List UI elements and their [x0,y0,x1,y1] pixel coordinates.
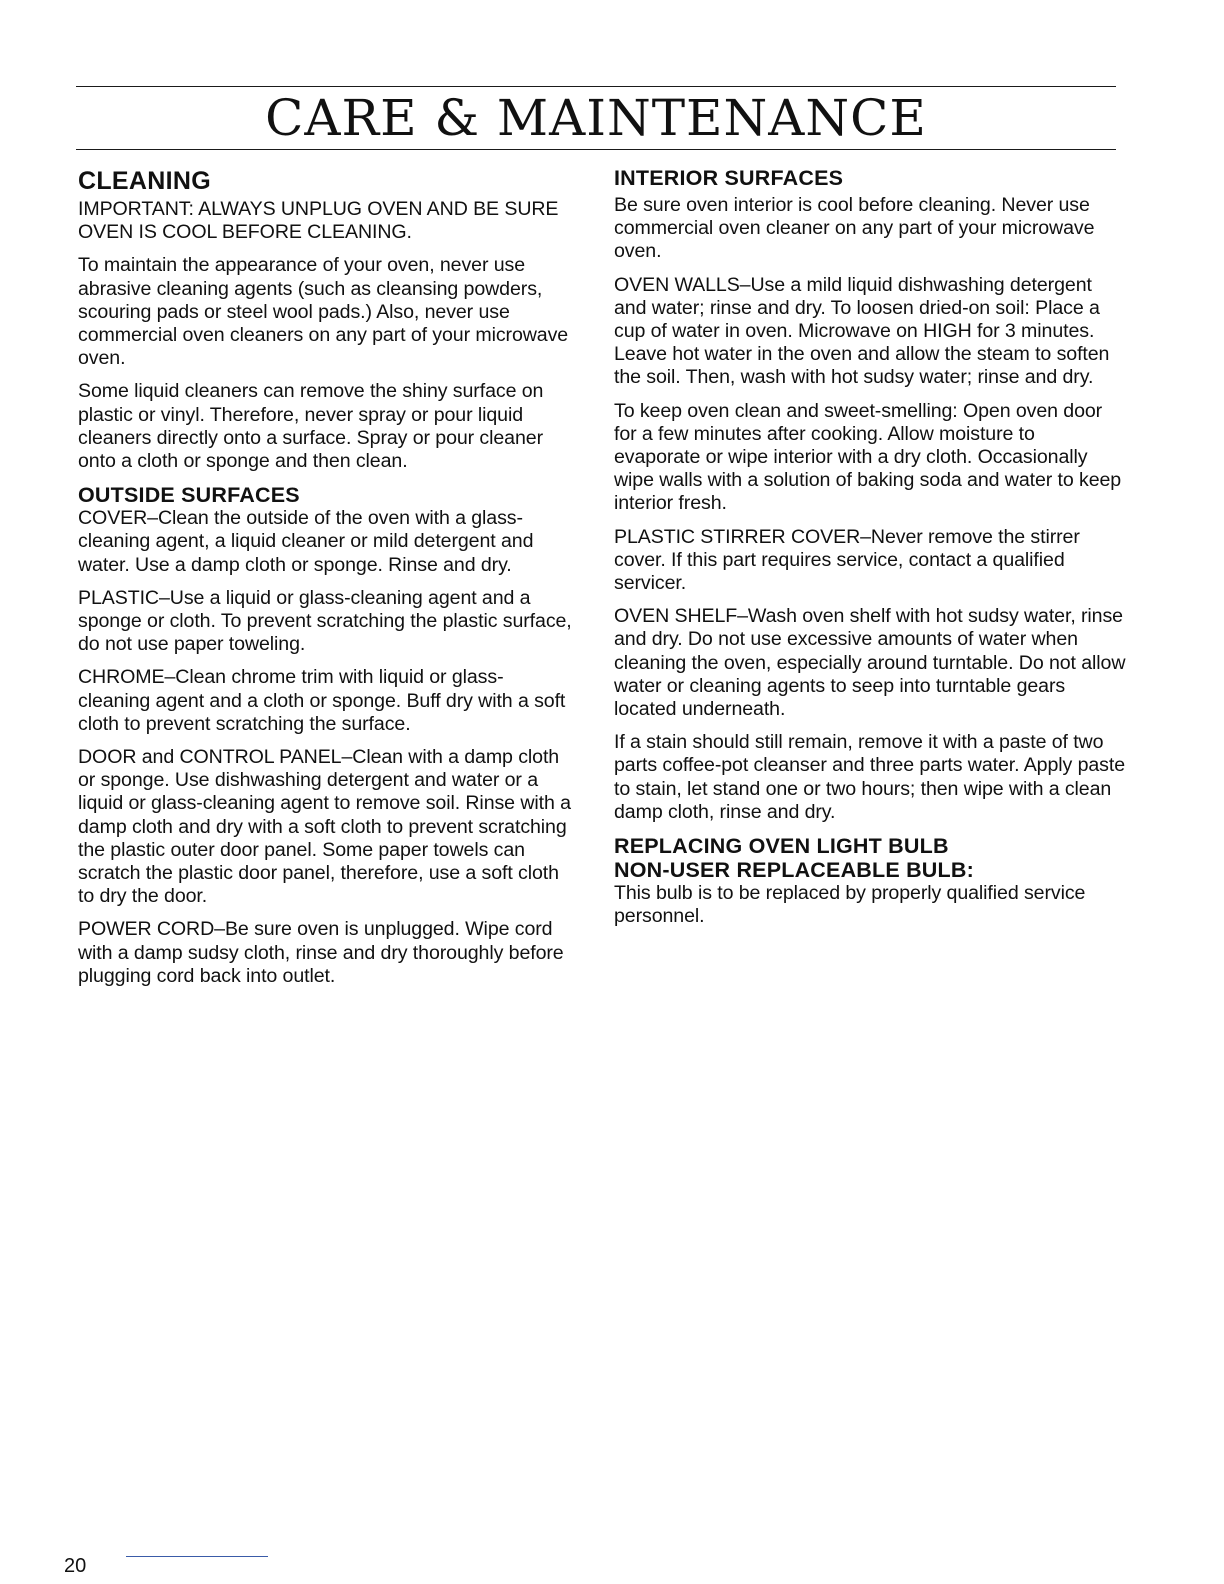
chrome-paragraph: CHROME–Clean chrome trim with liquid or glass-cleaning agent and a cloth or sponge. Buff dry with a soft cloth to prevent scratching the surface. [78,666,566,735]
right-column [614,166,1126,938]
power-cord-paragraph: POWER CORD–Be sure oven is unplugged. Wipe cord with a damp sudsy cloth, rinse and dry thoroughly before plugging cord back into outlet. [78,918,564,987]
page-title: CARE & MAINTENANCE [265,89,927,147]
title-top-rule [76,86,1116,87]
keep-clean-paragraph: To keep oven clean and sweet-smelling: Open oven door for a few minutes after cooking. Allow moisture to evaporate or wipe interior with a dry cloth. Occasionally wipe walls with a solution of baking soda and water to keep interior fresh. [614,399,1122,515]
title-bottom-rule [76,149,1116,150]
stirrer-cover-paragraph: PLASTIC STIRRER COVER–Never remove the stirrer cover. If this part requires service, contact a qualified servicer. [614,525,1080,595]
important-notice: IMPORTANT: ALWAYS UNPLUG OVEN AND BE SURE OVEN IS COOL BEFORE CLEANING. [78,198,559,244]
interior-surfaces-heading: INTERIOR SURFACES [614,166,844,190]
replacing-bulb-heading: REPLACING OVEN LIGHT BULB [614,834,949,859]
oven-walls-paragraph: OVEN WALLS–Use a mild liquid dishwashing detergent and water; rinse and dry. To loosen dried-on soil: Place a cup of water in oven. Microwave on HIGH for 3 minutes. Leave hot water in the oven and allow the steam to soften the soil. Then, wash with hot sudsy water; rinse and dry. [614,273,1110,389]
outside-surfaces-heading: OUTSIDE SURFACES [78,483,300,508]
stain-paragraph: If a stain should still remain, remove it with a paste of two parts coffee-pot cleanser and three parts water. Apply paste to stain, let stand one or two hours; then wipe with a clean damp cloth, rinse and dry. [614,731,1126,823]
non-user-replaceable-heading: NON-USER REPLACEABLE BULB: [614,858,974,883]
interior-intro-paragraph: Be sure oven interior is cool before cleaning. Never use commercial oven cleaner on any part of your microwave oven. [614,194,1095,263]
cleaning-paragraph-2: Some liquid cleaners can remove the shiny surface on plastic or vinyl. Therefore, never spray or pour liquid cleaners directly onto a surface. Spray or pour cleaner onto a cloth or sponge and then clean. [78,380,544,473]
cleaning-heading: CLEANING [78,167,211,195]
cover-paragraph: COVER–Clean the outside of the oven with a glass-cleaning agent, a liquid cleaner or mild detergent and water. Use a damp cloth or sponge. Rinse and dry. [78,507,534,576]
oven-shelf-paragraph: OVEN SHELF–Wash oven shelf with hot sudsy water, rinse and dry. Do not use excessive amounts of water when cleaning the oven, especially around turntable. Do not allow water or cleaning agents to seep into turntable gears located underneath. [614,605,1126,721]
plastic-paragraph: PLASTIC–Use a liquid or glass-cleaning agent and a sponge or cloth. To prevent scratching the plastic surface, do not use paper toweling. [78,586,572,656]
cleaning-paragraph-1: To maintain the appearance of your oven, never use abrasive cleaning agents (such as cleansing powders, scouring pads or steel wool pads.) Also, never use commercial oven cleaners on any part of your microwave oven. [78,254,569,370]
footer-rule [126,1556,268,1557]
left-column [78,166,574,998]
door-control-panel-paragraph: DOOR and CONTROL PANEL–Clean with a damp cloth or sponge. Use dishwashing detergent and water or a liquid or glass-cleaning agent to remove soil. Rinse with a damp cloth and dry with a soft cloth to prevent scratching the plastic outer door panel. Some paper towels can scratch the plastic door panel, therefore, use a soft cloth to dry the door. [78,746,571,908]
bulb-paragraph: This bulb is to be replaced by properly qualified service personnel. [614,882,1086,928]
page-number: 20 [64,1555,87,1577]
